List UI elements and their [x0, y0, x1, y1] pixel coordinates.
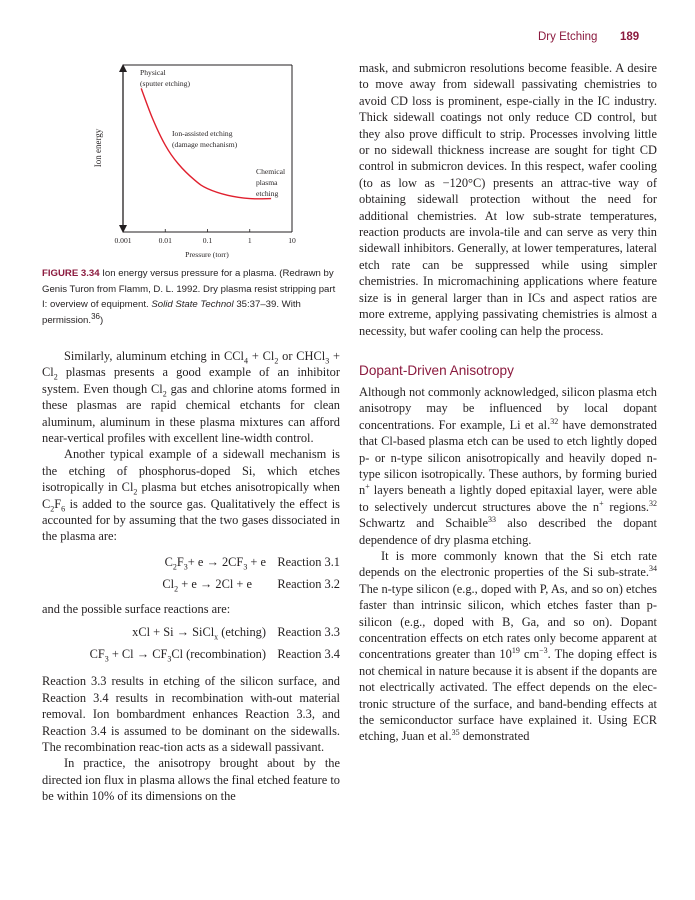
paragraph-anisotropy-practice: In practice, the anisotropy brought about by the directed ion flux in plasma allows the final etched feature to be within 10% of its dimensions on the — [42, 756, 340, 804]
region-label-chemical-3: etching — [256, 189, 279, 198]
running-head — [0, 31, 695, 49]
subscript: 4 — [244, 356, 248, 366]
reference-superscript: 35 — [451, 728, 460, 738]
text: plasma but etches anisotropically when C — [42, 480, 340, 511]
text: + Cl — [42, 349, 341, 380]
figure-caption — [42, 266, 342, 328]
right-column — [359, 60, 657, 745]
reaction-equation: $Cl_2 + e \to 2Cl + e$ — [162, 576, 252, 594]
text: F — [54, 496, 62, 511]
reaction-label: Reaction 3.4 — [277, 647, 340, 662]
text: Another typical example of a sidewall mechanism is the etching of phosphorus-doped Si, which etches isotropically in Cl — [42, 447, 340, 495]
text: gas and chlorine atoms formed in these plasmas are rapid chemical etchants for clean aluminum, aluminum in these plasma mixtures can afford near-vertical profiles with excellent line-width control. — [42, 381, 340, 446]
reaction-label: Reaction 3.3 — [277, 625, 340, 640]
subscript: 3 — [325, 356, 330, 366]
reaction-equation: $CF_3 + Cl \to CF_3Cl$ (recombination) — [89, 647, 266, 664]
x-tick-label: 10 — [288, 236, 296, 245]
figure-caption-label: FIGURE 3.34 — [42, 268, 100, 279]
subscript: 2 — [50, 504, 55, 514]
figure-ion-energy-vs-pressure — [80, 55, 320, 265]
surface-reactions-intro: and the possible surface reactions are: — [42, 601, 231, 616]
running-head-title: Dry Etching — [538, 31, 598, 43]
region-label-chemical-1: Chemical — [256, 167, 286, 176]
text: plasmas presents a good example of an inhibitor system. Even though Cl — [42, 365, 340, 396]
section-heading: Dopant-Driven Anisotropy — [359, 362, 514, 378]
subscript: 2 — [53, 372, 58, 382]
region-label-ion-assisted-1: Ion-assisted etching — [172, 129, 233, 138]
subscript: 6 — [61, 504, 66, 514]
paragraph-sidewall-mechanism — [42, 446, 340, 544]
paragraph-reaction-results: Reaction 3.3 results in etching of the silicon surface, and Reaction 3.4 results in recombination with-out material removal. Ion bombardment enhances Reaction 3.3, and Reaction 3.4 is assumed to be dominant on the sidewalls. The recombination reac-tion acts as a sidewall passivant. — [42, 674, 340, 754]
subscript: 2 — [162, 389, 167, 399]
reference-superscript: 32 — [649, 498, 657, 508]
region-label-physical-1: Physical — [140, 68, 166, 77]
paragraph-dopant-anisotropy: Although not commonly acknowledged, silicon plasma etch anisotropy may be influenced by local dopant concentrations. For example, Li et al.$^{32}$ have demonstrated that Cl-based plasma etch can be used to etch lightly doped p- or n-type silicon anisotropically and heavily doped n-type silicon isotropically. These authors, by forming buried n+ layers beneath a lightly doped epitaxial layer, were able to selectively undercut structures above the n+ regions.$^{32}$ Schwartz and Schaible$^{33}$ also described the dopant dependence of dry plasma etching. — [359, 384, 658, 547]
x-ticks — [114, 229, 296, 245]
y-axis-label: Ion energy — [93, 128, 103, 168]
text: is added to the source gas. Qualitatively the effect is accounted for by assuming that the two gases dissociated in the plasma are: — [42, 496, 340, 544]
x-tick-label: 0.001 — [114, 236, 132, 245]
reaction-equation: $C_2F_3+ e \to 2CF_3 + e$ — [164, 554, 266, 572]
paragraph-submicron-resolutions: mask, and submicron resolutions become feasible. A desire to move away from sidewall passivating chemistries to avoid CD loss is prominent, espe-cially in the IC industry. Thick sidewall coatings not only reduce CD control, but they also prove difficult to strip. Processes involving little or no sidewall thickness increase are sought for tight CD control in submicron devices. In this respect, wafer cooling (to as low as −120°C) presents an attrac-tive way of obtaining sidewall protection without the need for additional chemistries. At low sub-strate temperatures, reaction products are invola-tile and can serve as very thin sidewall inhibitors. Generally, at lower temperatures, lateral etch rate can be suppressed while using simpler chemistries. In micromachining applications where feature size is in general larger than in ICs and aspect ratios are more extreme, applying passivating chemistries is almost a necessity, but wafer cooling can help the process. — [359, 61, 657, 338]
x-tick-label: 1 — [247, 236, 252, 245]
figure-caption-journal: Solid State Technol — [151, 299, 234, 310]
page-number: 189 — [620, 31, 640, 43]
region-label-physical-2: (sputter etching) — [140, 79, 190, 88]
text: Similarly, aluminum etching in CCl — [64, 349, 244, 363]
x-tick-label: 0.1 — [202, 236, 213, 245]
reference-superscript: 32 — [550, 416, 559, 426]
text: or CHCl — [278, 349, 326, 363]
paragraph-aluminum-etching — [42, 348, 340, 446]
reaction-3-3 — [42, 623, 340, 645]
subscript: 2 — [274, 356, 279, 366]
left-column — [42, 348, 340, 805]
reference-superscript: 34 — [649, 564, 657, 574]
subscript: 2 — [133, 487, 138, 497]
chart-svg — [80, 55, 320, 265]
reaction-label: Reaction 3.1 — [277, 554, 340, 569]
region-label-ion-assisted-2: (damage mechanism) — [172, 140, 238, 149]
paragraph-si-etch-rate: It is more commonly known that the Si etch rate depends on the electronic properties of the Si sub-strate.$^{34}$ The n-type silicon (e.g., doped with P, As, and so on) etches faster than intrinsic silicon, which etches faster than p-silicon (e.g., doped with B, Ga, and so on). Dopant concentration effects on etch rates only become apparent at concentrations greater than $10^{19}$ $cm^{-3}$. The doping effect is not chemical in nature because it is absent if the dopants are not electrically activated. The effect depends on the elec-tronic structure of the surface, and band-bending effects at the semiconductor surface have explained it. Using ECR etching, Juan et al.$^{35}$ demonstrated — [359, 548, 658, 744]
reaction-3-2 — [42, 575, 340, 597]
region-label-chemical-2: plasma — [256, 178, 278, 187]
figure-caption-ref: 36 — [91, 311, 100, 321]
figure-caption-close: ) — [99, 314, 104, 326]
figure-caption-text: Ion energy versus pressure for a plasma. (Redrawn by Genis Turon from Flamm, D. L. 1992. Dry plasma resist stripping part I: overview of equipment. — [42, 268, 336, 310]
text: + Cl — [248, 349, 275, 363]
reaction-3-1 — [42, 553, 340, 575]
reference-superscript: 33 — [488, 515, 497, 525]
reaction-equation: xCl + Si → SiCl$_x$ (etching) — [132, 625, 266, 642]
x-tick-label: 0.01 — [158, 236, 172, 245]
reaction-3-4 — [42, 645, 340, 667]
reaction-label: Reaction 3.2 — [277, 576, 340, 591]
figure-caption-tail: 35:37–39. With permission. — [42, 299, 301, 326]
x-axis-label: Pressure (torr) — [185, 250, 229, 259]
